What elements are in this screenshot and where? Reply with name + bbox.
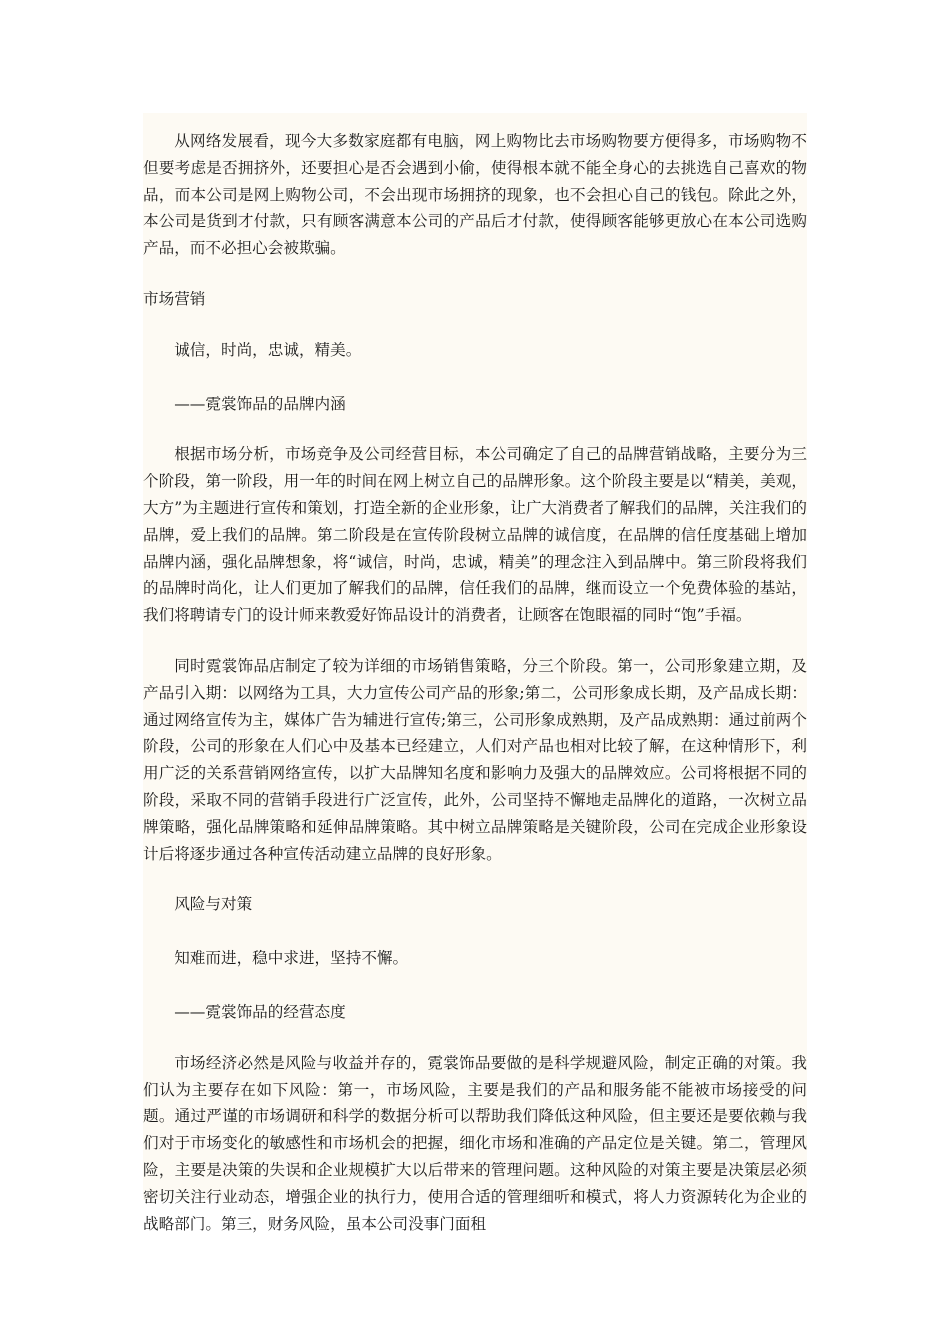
paragraph-brand-strategy: 根据市场分析，市场竞争及公司经营目标，本公司确定了自己的品牌营销战略，主要分为三个阶段，第一阶段，用一年的时间在网上树立自己的品牌形象。这个阶段主要是以“精美，美观，大方”为主题进行宣传和策划，打造全新的企业形象，让广大消费者了解我们的品牌，关注我们的品牌，爱上我们的品牌。第二阶段是在宣传阶段树立品牌的诚信度，在品牌的信任度基础上增加品牌内涵，强化品牌想象，将“诚信，时尚，忠诚，精美”的理念注入到品牌中。第三阶段将我们的品牌时尚化，让人们更加了解我们的品牌，信任我们的品牌，继而设立一个免费体验的基站，我们将聘请专门的设计师来教爱好饰品设计的消费者，让顾客在饱眼福的同时“饱”手福。 [143,445,807,625]
paragraph-risk-analysis: 市场经济必然是风险与收益并存的，霓裳饰品要做的是科学规避风险，制定正确的对策。我们认为主要存在如下风险：第一，市场风险，主要是我们的产品和服务能不能被市场接受的问题。通过严谨的市场调研和科学的数据分析可以帮助我们降低这种风险，但主要还是要依赖与我们对于市场变化的敏感性和市场机会的把握，细化市场和准确的产品定位是关键。第二，管理风险，主要是决策的失误和企业规模扩大以后带来的管理问题。这种风险的对策主要是决策层必须密切关注行业动态，增强企业的执行力，使用合适的管理细听和模式，将人力资源转化为企业的战略部门。第三，财务风险，虽本公司没事门面租 [143,1053,807,1233]
risk-motto-attribution: ——霓裳饰品的经营态度 [174,1002,346,1021]
section-heading-marketing: 市场营销 [143,289,206,308]
document-page [143,113,807,1233]
brand-motto: 诚信，时尚，忠诚，精美。 [174,340,362,359]
section-heading-risk: 风险与对策 [174,895,253,914]
risk-motto: 知难而进，稳中求进，坚持不懈。 [174,949,409,968]
paragraph-online-shopping: 从网络发展看，现今大多数家庭都有电脑，网上购物比去市场购物要方便得多，市场购物不但要考虑是否拥挤外，还要担心是否会遇到小偷，使得根本就不能全身心的去挑选自己喜欢的物品，而本公司是网上购物公司，不会出现市场拥挤的现象，也不会担心自己的钱包。除此之外，本公司是货到才付款，只有顾客满意本公司的产品后才付款，使得顾客能够更放心在本公司选购产品，而不必担心会被欺骗。 [143,132,807,258]
paragraph-sales-strategy: 同时霓裳饰品店制定了较为详细的市场销售策略，分三个阶段。第一，公司形象建立期，及产品引入期：以网络为工具，大力宣传公司产品的形象;第二，公司形象成长期，及产品成长期：通过网络宣传为主，媒体广告为辅进行宣传;第三，公司形象成熟期，及产品成熟期：通过前两个阶段，公司的形象在人们心中及基本已经建立，人们对产品也相对比较了解，在这种情形下，利用广泛的关系营销网络宣传，以扩大品牌知名度和影响力及强大的品牌效应。公司将根据不同的阶段，采取不同的营销手段进行广泛宣传，此外，公司坚持不懈地走品牌化的道路，一次树立品牌策略，强化品牌策略和延伸品牌策略。其中树立品牌策略是关键阶段，公司在完成企业形象设计后将逐步通过各种宣传活动建立品牌的良好形象。 [143,656,807,863]
brand-motto-attribution: ——霓裳饰品的品牌内涵 [174,394,346,413]
document-body [143,128,807,1237]
